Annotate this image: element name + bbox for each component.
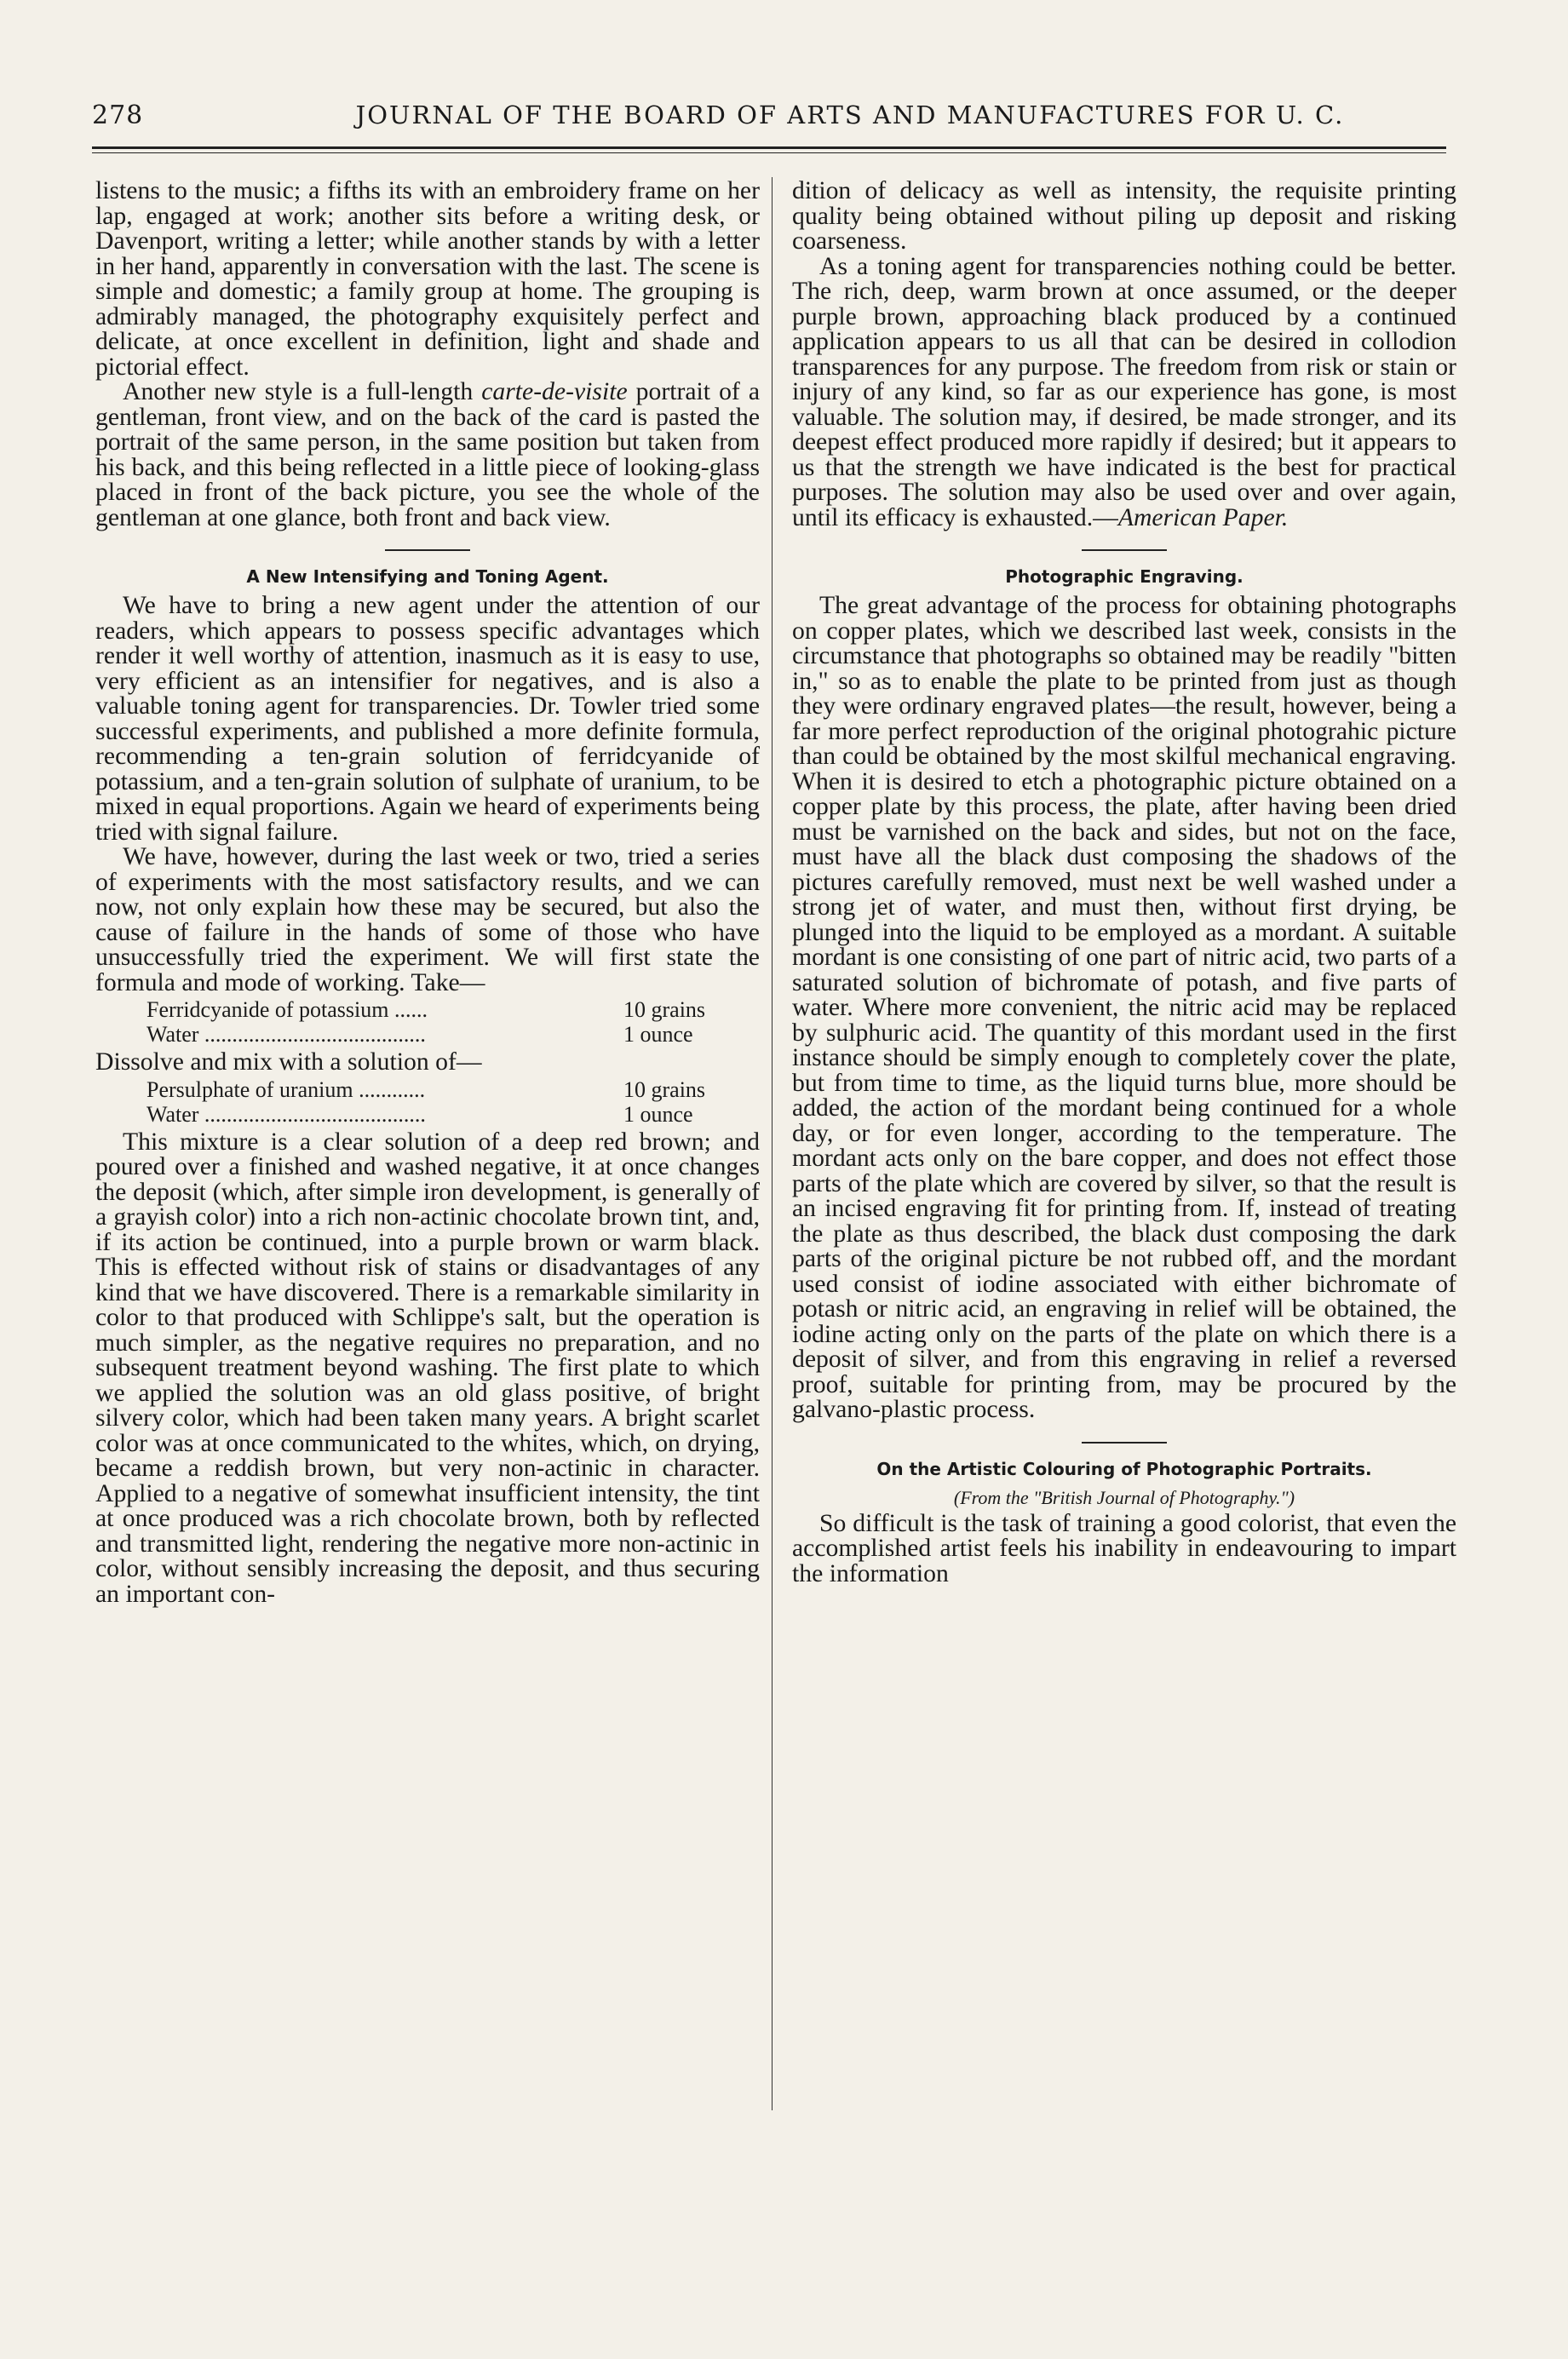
heading-artistic-colouring: On the Artistic Colouring of Photographic Portraits. <box>876 1458 1372 1479</box>
header-rule <box>92 146 1446 149</box>
paragraph-intensifier-results: This mixture is a clear solution of a deep red brown; and poured over a finished and washed negative, it at once changes the deposit (which, after simple iron development, is generally of a grayish color) into a rich non-actinic chocolate brown tint, and, if its action be continued, into a purple brown or warm black. This is effected without risk of stains or disadvantages of any kind that we have discovered. There is a remarkable similarity in color to that produced with Schlippe's salt, but the operation is much simpler, as the negative requires no preparation, and no subsequent treatment beyond washing. The first plate to which we applied the solution was an old glass positive, of bright silvery color, which had been taken many years. A bright scarlet color was at once communicated to the whites, which, on drying, became a reddish brown, but very non-actinic in character. Applied to a negative of somewhat insufficient intensity, the tint at once produced was a rich chocolate brown, both by reflected and transmitted light, rendering the negative more non-actinic in color, without sensibly increasing the deposit, and thus securing an important con- <box>95 1128 760 1608</box>
paragraph-continued: listens to the music; a fifths its with an embroidery frame on her lap, engaged at work; another sits before a writing desk, or Davenport, writing a letter; while another stands by with a letter in her hand, apparently in conversation with the last. The scene is simple and domestic; a family group at home. The grouping is admirably managed, the photography exquisitely perfect and delicate, at once excellent in definition, light and shade and pictorial effect. <box>95 177 760 381</box>
heading-intensifying-agent: A New Intensifying and Toning Agent. <box>246 566 609 587</box>
section-separator <box>1082 549 1167 551</box>
paragraph-engraving: The great advantage of the process for obtaining photographs on copper plates, which we described last week, consists in the circumstance that photographs so obtained may be readily "bitten in," so as to enable the plate to be printed from just as though they were ordinary engraved plates—the result, however, being a far more perfect reproduction of the original photograhic picture than could be obtained by the most skilful mechanical engraving. When it is desired to etch a photographic picture obtained on a copper plate by this process, the plate, after having been dried must be varnished on the back and sides, but not on the face, must have all the black dust composing the shadows of the pictures carefully removed, must next be well washed under a strong jet of water, and must then, without first drying, be plunged into the liquid to be employed as a mordant. A suitable mordant is one consisting of one part of nitric acid, two parts of a saturated solution of bichromate of potash, and five parts of water. Where more convenient, the nitric acid may be replaced by sulphuric acid. The quantity of this mordant used in the first instance should be simply enough to completely cover the plate, but from time to time, as the liquid turns blue, more should be added, the action of the mordant being continued for a whole day, or for even longer, according to the temperature. The mordant acts only on the bare copper, and does not effect those parts of the plate which are covered by silver, so that the result is an incised engraving fit for printing from. If, instead of treating the plate as thus described, the black dust composing the dark parts of the original picture be not rubbed off, and the mordant used consist of iodine associated with either bichromate of potash or nitric acid, an engraving in relief will be obtained, the iodine acting only on the parts of the plate on which there is a deposit of silver, and from this engraving in relief a reversed proof, suitable for printing from, may be procured by the galvano-plastic process. <box>792 592 1456 1423</box>
section-separator <box>1082 1442 1167 1444</box>
column-divider <box>772 177 773 2110</box>
paragraph-carte-de-visite <box>95 380 760 531</box>
ingredient-quantity: 10 grains <box>623 997 706 1022</box>
ingredient-quantity: 1 ounce <box>623 1101 693 1127</box>
text-run: As a toning agent for transparencies nothing could be better. The rich, deep, warm brown at once assumed, or the deeper purple brown, approaching black produced by a continued application appears to us all that can be desired in collodion transparences for any purpose. The freedom from risk or stain or injury of any kind, so far as our experience has gone, is most valuable. The solution may, if desired, be made stronger, and its deepest effect produced more rapidly if desired; but it appears to us that the strength we have indicated is the best for practical purposes. The solution may also be used over and over again, until its efficacy is exhausted.— <box>792 252 1456 531</box>
recipe-row <box>146 1022 760 1047</box>
section-separator <box>385 549 470 551</box>
emphasis-carte-de-visite: carte-de-visite <box>481 378 628 405</box>
page-number: 278 <box>92 100 144 130</box>
paragraph-colouring: So difficult is the task of training a good colorist, that even the accomplished artist feels his inability in endeavouring to impart the information <box>792 1509 1456 1587</box>
right-column <box>792 179 1456 1587</box>
recipe-row <box>146 997 760 1022</box>
recipe-row <box>146 1102 760 1127</box>
paragraph-toning-agent <box>792 252 1456 531</box>
recipe-uranium <box>146 1077 760 1127</box>
text-run: Another new style is a full-length <box>123 378 482 405</box>
ingredient-quantity: 10 grains <box>623 1076 706 1102</box>
ingredient-name: Water ........................................ <box>146 1101 426 1127</box>
page-header <box>92 100 1446 143</box>
source-byline: (From the "British Journal of Photography.") <box>953 1486 1295 1508</box>
ingredient-quantity: 1 ounce <box>623 1022 693 1047</box>
ingredient-name: Ferridcyanide of potassium ...... <box>146 997 428 1022</box>
text-run: portrait of a gentleman, front view, and on the back of the card is pasted the portrait of the same person, in the same position but taken from his back, and this being reflected in a little piece of looking-glass placed in front of the back picture, you see the whole of the gentleman at one glance, both front and back view. <box>95 378 760 531</box>
paragraph-continued: dition of delicacy as well as intensity, the requisite printing quality being obtained without piling up deposit and risking coarseness. <box>792 177 1456 255</box>
left-column <box>95 179 760 1607</box>
paragraph-intensifier-intro: We have to bring a new agent under the attention of our readers, which appears to possess specific advantages which render it well worthy of attention, inasmuch as it is easy to use, very efficient as an intensifier for negatives, and is also a valuable toning agent for transparencies. Dr. Towler tried some successful experiments, and published a more definite formula, recommending a ten-grain solution of ferridcyanide of potassium, and a ten-grain solution of sulphate of uranium, to be mixed in equal proportions. Again we heard of experiments being tried with signal failure. <box>95 592 760 846</box>
ingredient-name: Persulphate of uranium ............ <box>146 1076 426 1102</box>
heading-photographic-engraving: Photographic Engraving. <box>1005 566 1243 587</box>
paragraph-dissolve: Dissolve and mix with a solution of— <box>95 1048 482 1076</box>
recipe-row <box>146 1077 760 1102</box>
running-title: JOURNAL OF THE BOARD OF ARTS AND MANUFACTURES FOR U. C. <box>355 100 1345 129</box>
ingredient-name: Water ........................................ <box>146 1022 426 1047</box>
recipe-ferridcyanide <box>146 997 760 1047</box>
paragraph-intensifier-experiments: We have, however, during the last week or two, tried a series of experiments with the most satisfactory results, and we can now, not only explain how these may be secured, but also the cause of failure in the hands of some of those who have unsuccessfully tried the experiment. We will first state the formula and mode of working. Take— <box>95 843 760 996</box>
source-citation: American Paper. <box>1117 503 1289 531</box>
header-rule-thin <box>92 152 1446 153</box>
